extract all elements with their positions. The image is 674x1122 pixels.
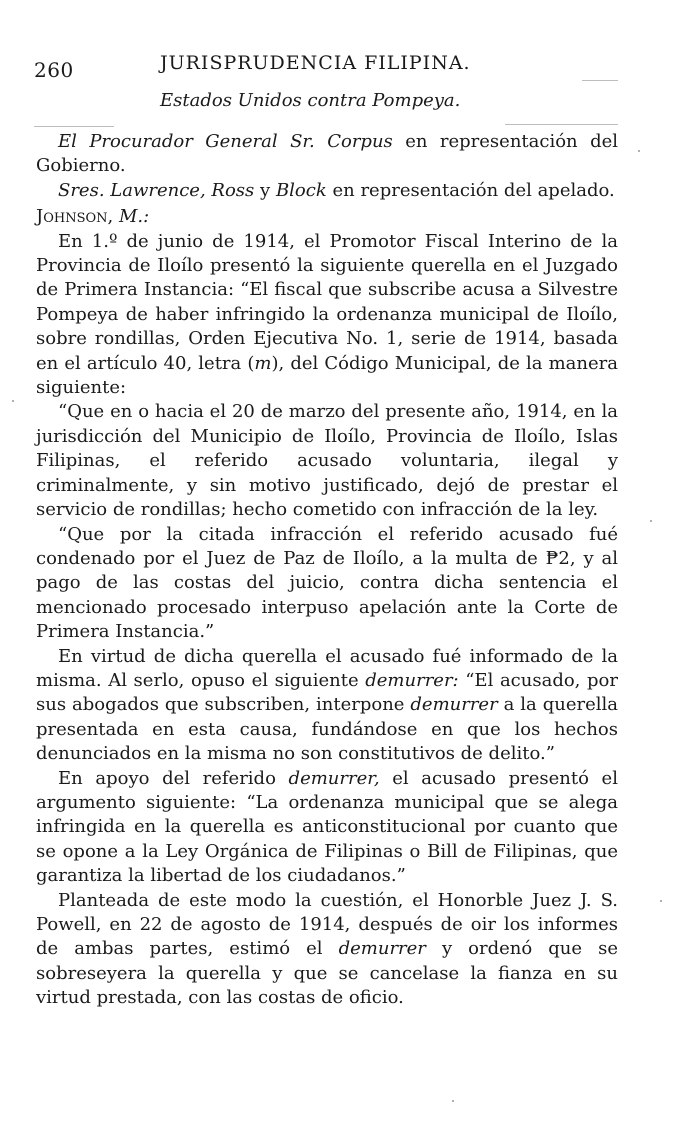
scan-speck [638,150,640,152]
justice-name: Johnson, [36,206,114,228]
scan-rule [505,124,618,125]
paragraph: En 1.º de junio de 1914, el Promotor Fiscal Interino de la Provincia de Iloílo presentó la siguiente querella en el Juzgado de Primera Instancia: “El fiscal que subscribe acusa a Silvestre Pompeya de haber infringido la ordenanza municipal de Iloílo, sobre rondillas, Orden Ejecutiva No. 1, serie de 1914, basada en el artículo 40, letra (m), del Código Municipal, de la manera siguiente: [36,230,618,399]
counsel-name: Corpus [327,131,393,152]
counsel-role: Sres. [58,179,105,201]
counsel-name: Block [275,179,327,201]
justice-title: M.: [118,206,150,228]
body-text [36,130,618,1011]
case-title: Estados Unidos contra Pompeya. [160,90,461,111]
paragraph: “Que por la citada infracción el referido acusado fué condenado por el Juez de Paz de Iloílo, a la multa de ₱2, y al pago de las costas del juicio, contra dicha sentencia el mencionado procesado interpuso apelación ante la Corte de Primera Instancia.” [36,523,618,643]
counsel-name: Lawrence, [110,179,206,201]
counsel-role: El Procurador General Sr. [58,131,315,152]
paragraph: En apoyo del referido demurrer, el acusado presentó el argumento siguiente: “La ordenanza municipal que se alega infringida en la querella es anticonstitucional por cuanto que se opone a la Ley Orgánica de Filipinas o Bill de Filipinas, que garantiza la libertad de los ciudadanos.” [36,767,618,887]
paragraph: En virtud de dicha querella el acusado fué informado de la misma. Al serlo, opuso el siguiente demurrer: “El acusado, por sus abogados que subscriben, interpone demurrer a la querella presentada en esta causa, fundándose en que los hechos denunciados en la misma no son constitutivos de delito.” [36,645,618,765]
running-title: JURISPRUDENCIA FILIPINA. [160,52,471,74]
paragraph: Planteada de este modo la cuestión, el Honorble Juez J. S. Powell, en 22 de agosto de 1914, después de oir los informes de ambas partes, estimó el demurrer y ordenó que se sobreseyera la querella y que se cancelase la fianza en su virtud prestada, con las costas de oficio. [36,889,618,1009]
paragraph: “Que en o hacia el 20 de marzo del presente año, 1914, en la jurisdicción del Municipio de Iloílo, Provincia de Iloílo, Islas Filipinas, el referido acusado voluntaria, ilegal y criminalmente, y sin motivo justificado, dejó de prestar el servicio de rondillas; hecho cometido con infracción de la ley. [36,401,618,521]
scan-speck [660,900,662,902]
scan-speck [12,400,14,402]
counsel-prosecution: El Procurador General Sr. Corpus en representación del Gobierno. [36,131,619,177]
justice-line [36,205,618,229]
page-number: 260 [34,58,74,82]
scan-speck [650,520,652,522]
scan-rule [34,126,114,127]
counsel-name: Ross [211,179,255,201]
scan-speck [452,1100,454,1102]
counsel-defense: Sres. Lawrence, Ross y Block en representación del apelado. [58,179,615,201]
scan-rule [582,80,618,81]
